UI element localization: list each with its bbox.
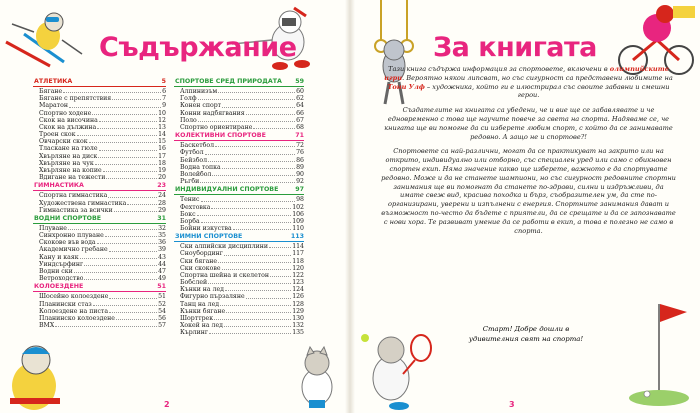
toc-section-title: АТЛЕТИКА: [34, 78, 73, 85]
toc-section-heading: [174, 131, 304, 141]
toc-entry-page: 56: [158, 314, 166, 322]
toc-entry-title: Хвърляне на диск: [39, 152, 98, 160]
toc-section-page: 97: [295, 186, 304, 194]
toc-entry-page: 92: [296, 178, 304, 186]
toc-entry-title: Ски бягане: [180, 257, 218, 265]
toc-entry-page: 72: [296, 142, 304, 150]
toc-dot-leader: [103, 167, 157, 172]
page-title-about: За книгата: [433, 32, 597, 63]
paragraph-intro-part: – художника, който ги е илюстрирал със своите забавни и смешни герои.: [424, 82, 670, 100]
toc-entry-title: Хвърляне на чук: [39, 159, 94, 167]
toc-entry-page: 128: [292, 300, 304, 308]
toc-dot-leader: [211, 204, 291, 209]
toc-dot-leader: [224, 322, 291, 327]
toc-dot-leader: [69, 102, 161, 107]
toc-entry: [174, 95, 304, 102]
toc-entry-page: 135: [292, 329, 304, 337]
toc-dot-leader: [209, 329, 291, 334]
toc-entry-page: 89: [296, 163, 304, 171]
toc-section-title: ВОДНИ СПОРТОВЕ: [34, 214, 102, 222]
toc-entry: [174, 279, 304, 286]
toc-entry-title: Синхронно плуване: [39, 232, 104, 240]
closing-line: Старт! Добре дошли в удивителния свят на спорта!: [468, 325, 584, 343]
toc-entry: [174, 308, 304, 315]
toc-entry: [33, 293, 166, 300]
toc-entry-page: 126: [292, 293, 304, 301]
toc-dot-leader: [215, 142, 295, 147]
toc-entry-page: 35: [158, 232, 166, 240]
toc-entry: [33, 174, 166, 181]
toc-entry: [174, 301, 304, 308]
toc-entry: [33, 254, 166, 261]
toc-section-heading: [174, 232, 304, 242]
toc-entry: [33, 110, 166, 117]
toc-section-heading: [174, 77, 304, 87]
toc-entry: [174, 265, 304, 272]
toc-section-page: 31: [157, 214, 166, 222]
toc-dot-leader: [198, 95, 296, 100]
toc-entry-title: Волейбол: [180, 170, 212, 178]
olympic-games-highlight: олимпийските игри: [384, 65, 669, 82]
toc-dot-leader: [109, 293, 157, 298]
toc-entry: [174, 164, 304, 171]
toc-entry-title: Кънки бягане: [180, 307, 226, 315]
toc-entry-page: 47: [158, 267, 166, 275]
toc-entry-page: 36: [158, 239, 166, 247]
toc-entry-title: Водни ски: [39, 267, 73, 275]
toc-dot-leader: [246, 293, 292, 298]
toc-entry-page: 60: [296, 88, 304, 96]
toc-entry-title: Скок на дължина: [39, 123, 97, 131]
toc-dot-leader: [226, 308, 291, 313]
toc-entry-title: Маратон: [39, 102, 68, 110]
toc-entry: [33, 207, 166, 214]
toc-dot-leader: [106, 174, 157, 179]
toc-entry-page: 90: [296, 170, 304, 178]
toc-entry: [33, 167, 166, 174]
toc-dot-leader: [197, 211, 292, 216]
toc-entry-title: Овчарски скок: [39, 138, 88, 146]
toc-entry: [174, 258, 304, 265]
toc-dot-leader: [246, 110, 295, 115]
toc-entry-title: Водна топка: [180, 163, 221, 171]
toc-dot-leader: [84, 275, 157, 280]
toc-entry-title: Колоездене на писта: [39, 307, 109, 315]
page-number-left: 2: [164, 400, 170, 409]
toc-entry-title: Ветроходство: [39, 275, 84, 283]
toc-entry-page: 122: [292, 271, 304, 279]
toc-section: [174, 185, 304, 232]
toc-dot-leader: [93, 301, 157, 306]
toc-entry: [33, 153, 166, 160]
paragraph-intro-part: . Вероятно някои липсват, но със сигурност са представени любимите на: [402, 73, 673, 82]
toc-section-page: 51: [157, 283, 166, 291]
toc-entry: [174, 88, 304, 95]
toc-section-heading: [174, 185, 304, 195]
toc-entry-page: 9: [162, 102, 166, 110]
toc-entry-title: Уиндсърфинг: [39, 260, 84, 268]
toc-entry-page: 54: [158, 307, 166, 315]
page-number-right: 3: [509, 400, 515, 409]
toc-entry-title: Шосейно колоездене: [39, 293, 109, 301]
toc-entry-title: BMX: [39, 322, 55, 329]
toc-entry-title: Сноубординг: [180, 250, 223, 258]
toc-entry: [33, 268, 166, 275]
toc-entry-page: 109: [292, 217, 304, 225]
toc-entry-page: 110: [292, 224, 304, 232]
toc-entry: [33, 322, 166, 329]
illustrator-name-highlight: Тони Улф: [387, 82, 425, 91]
toc-section-title: КОЛОЕЗДЕНЕ: [34, 283, 84, 291]
toc-dot-leader: [77, 131, 158, 136]
toc-dot-leader: [108, 192, 157, 197]
toc-section-heading: [33, 77, 166, 87]
toc-dot-leader: [127, 200, 157, 205]
toc-entry: [174, 293, 304, 300]
toc-section: [33, 282, 166, 329]
toc-section: [33, 77, 166, 181]
toc-dot-leader: [270, 272, 291, 277]
toc-entry: [33, 117, 166, 124]
toc-section-title: ГИМНАСТИКА: [34, 182, 84, 190]
paragraph-intro: [381, 65, 676, 100]
toc-dot-leader: [99, 145, 158, 150]
toc-section-heading: [33, 282, 166, 292]
toc-entry-page: 39: [158, 246, 166, 254]
toc-entry-page: 15: [158, 138, 166, 146]
toc-section-page: 113: [290, 233, 304, 241]
toc-entry: [174, 171, 304, 178]
toc-entry: [33, 102, 166, 109]
toc-entry: [174, 142, 304, 149]
toc-section-title: КОЛЕКТИВНИ СПОРТОВЕ: [175, 132, 266, 140]
toc-entry-title: Гимнастика за всички: [39, 206, 113, 214]
toc-dot-leader: [225, 286, 291, 291]
toc-entry-page: 123: [292, 279, 304, 287]
toc-entry-page: 118: [292, 257, 304, 265]
toc-dot-leader: [208, 157, 295, 162]
toc-dot-leader: [89, 138, 157, 143]
toc-entry-page: 7: [162, 95, 166, 103]
paragraph-creators: Създателите на книгата са убедени, че и вие ще се забавлявате и че едновременно с това ще научите повече за света на спорта. Надяваме се, че книгата ще ви помогне да си изберете любим спорт, с който да се занимавате редовно. А защо не и спортове?!: [384, 106, 673, 141]
toc-entry-title: Ски скокове: [180, 264, 221, 272]
toc-entry-title: Бойни изкуства: [180, 224, 232, 232]
toc-entry: [174, 204, 304, 211]
toc-dot-leader: [218, 258, 291, 263]
toc-entry-page: 64: [296, 102, 304, 110]
toc-entry: [174, 117, 304, 124]
toc-dot-leader: [208, 279, 291, 284]
toc-dot-leader: [212, 171, 295, 176]
toc-entry: [33, 232, 166, 239]
toc-entry: [33, 124, 166, 131]
toc-dot-leader: [224, 250, 291, 255]
cat-character-illustration: [292, 345, 342, 411]
toc-section-page: 5: [161, 78, 166, 85]
toc-dot-leader: [201, 196, 296, 201]
toc-section: [174, 232, 304, 336]
paragraph-intro-part: Тази книга съдържа информация за спортовете, включени в: [388, 65, 610, 73]
toc-entry-page: 14: [158, 131, 166, 139]
toc-entry-page: 129: [292, 307, 304, 315]
toc-entry-page: 18: [158, 159, 166, 167]
toc-entry: [33, 131, 166, 138]
toc-entry-title: Фехтовка: [180, 203, 211, 211]
toc-entry-title: Троен скок: [39, 131, 76, 139]
toc-entry-title: Кърлинг: [180, 329, 209, 337]
toc-entry: [174, 149, 304, 156]
toc-dot-leader: [68, 225, 157, 230]
toc-entry: [33, 275, 166, 282]
toc-entry: [33, 160, 166, 167]
toc-section-page: 59: [295, 78, 304, 85]
toc-entry-page: 130: [292, 314, 304, 322]
toc-entry-page: 12: [158, 116, 166, 124]
toc-entry: [174, 329, 304, 336]
toc-entry-title: Поло: [180, 116, 197, 124]
toc-dot-leader: [112, 95, 161, 100]
toc-entry-title: Борба: [180, 217, 200, 225]
toc-entry-title: Спортна шейна и скелетон: [180, 271, 270, 279]
toc-entry: [33, 192, 166, 199]
toc-entry-page: 19: [158, 166, 166, 174]
toc-entry: [174, 250, 304, 257]
toc-entry-page: 10: [158, 109, 166, 117]
toc-entry-title: Бягане с препятствия: [39, 95, 112, 103]
toc-entry-page: 114: [292, 243, 304, 251]
toc-entry: [33, 246, 166, 253]
toc-dot-leader: [95, 160, 157, 165]
toc-entry: [33, 239, 166, 246]
toc-entry-page: 6: [162, 88, 166, 96]
toc-entry-page: 120: [292, 264, 304, 272]
toc-section: [33, 181, 166, 214]
toc-dot-leader: [97, 239, 158, 244]
toc-entry-title: Художествена гимнастика: [39, 199, 127, 207]
toc-entry-page: 28: [158, 199, 166, 207]
toc-dot-leader: [222, 102, 295, 107]
toc-entry: [174, 225, 304, 232]
toc-entry: [33, 145, 166, 152]
toc-entry-title: Кънки на лед: [180, 286, 224, 294]
toc-entry-page: 76: [296, 149, 304, 157]
toc-dot-leader: [97, 124, 157, 129]
toc-entry-title: Тенис: [180, 196, 200, 204]
toc-entry: [174, 243, 304, 250]
toc-entry-page: 132: [292, 322, 304, 329]
toc-section-title: СПОРТОВЕ СРЕД ПРИРОДАТА: [175, 78, 282, 85]
toc-dot-leader: [269, 243, 291, 248]
toc-dot-leader: [253, 124, 295, 129]
toc-entry: [174, 157, 304, 164]
toc-entry-page: 106: [292, 210, 304, 218]
toc-entry-page: 52: [158, 300, 166, 308]
toc-entry-page: 117: [292, 250, 304, 258]
cyclist-character-illustration: [0, 338, 70, 413]
toc-entry: [33, 95, 166, 102]
toc-entry-page: 16: [158, 145, 166, 153]
toc-dot-leader: [84, 261, 157, 266]
toc-entry: [174, 315, 304, 322]
toc-entry-title: Хокей на лед: [180, 322, 223, 329]
toc-entry-title: Фигурно пързаляне: [180, 293, 245, 301]
toc-entry-page: 44: [158, 260, 166, 268]
toc-entry-page: 124: [292, 286, 304, 294]
toc-dot-leader: [99, 117, 157, 122]
toc-section-page: 71: [295, 132, 304, 140]
toc-dot-leader: [222, 164, 295, 169]
toc-entry: [174, 286, 304, 293]
golf-flag-illustration: [629, 300, 695, 410]
toc-entry: [174, 218, 304, 225]
toc-section-heading: [33, 214, 166, 224]
toc-entry-page: 68: [296, 123, 304, 131]
toc-entry-page: 67: [296, 116, 304, 124]
tennis-player-illustration: [351, 318, 441, 413]
toc-column-1: [33, 77, 166, 329]
toc-dot-leader: [200, 178, 295, 183]
toc-entry-title: Конни надбягвания: [180, 109, 245, 117]
toc-entry: [33, 261, 166, 268]
toc-entry-title: Алпинизъм: [180, 88, 218, 96]
toc-dot-leader: [205, 149, 296, 154]
toc-entry-title: Бобслей: [180, 279, 208, 287]
toc-entry: [174, 322, 304, 329]
toc-entry: [33, 308, 166, 315]
left-page-contents: [0, 0, 349, 413]
toc-entry-title: Хвърляне на копие: [39, 166, 102, 174]
toc-entry-page: 29: [158, 206, 166, 214]
toc-entry-page: 86: [296, 156, 304, 164]
toc-entry-title: Бокс: [180, 210, 196, 218]
toc-entry-title: Скокове във вода: [39, 239, 96, 247]
toc-dot-leader: [98, 153, 157, 158]
toc-dot-leader: [63, 88, 161, 93]
toc-entry-title: Футбол: [180, 149, 204, 157]
toc-entry-title: Тласкане на гюле: [39, 145, 98, 153]
toc-dot-leader: [218, 88, 295, 93]
toc-section: [33, 214, 166, 282]
toc-section: [174, 131, 304, 185]
toc-dot-leader: [105, 232, 157, 237]
toc-entry: [33, 315, 166, 322]
toc-dot-leader: [233, 225, 292, 230]
toc-dot-leader: [198, 117, 295, 122]
toc-entry-title: Планински стаз: [39, 300, 92, 308]
toc-entry-title: Спортно ориентиране: [180, 123, 253, 131]
toc-dot-leader: [80, 254, 157, 259]
toc-dot-leader: [116, 315, 157, 320]
toc-entry-page: 20: [158, 174, 166, 182]
toc-entry-page: 57: [158, 322, 166, 329]
toc-entry-page: 24: [158, 192, 166, 200]
toc-entry-title: Спортно ходене: [39, 109, 92, 117]
toc-entry-page: 51: [158, 293, 166, 301]
paragraph-sports: Спортовете са най-различни, могат да се практикуват на закрито или на открито, индивидуално или отборно, със специален уред или само с обикновен спортен екип. Няма значение какво ще изберете, важното е да спортувате редовно. Може и да не станете шампиони, но със сигурност редовните спортни занимания ще ви помогнат да станете по-здрави, силни и издръжливи, да имате свеж вид, красива походка и бърз, съобразителен ум, да сте по-организирани, уверени и изпълнени с енергия. Спортните занимания дават и възможност по-често да бъдете с приятели, да се срещате и да се запознавате с нови хора. Те развиват умение да се работи в екип, а това е полезно не само в спорта.: [381, 147, 676, 235]
toc-column-2: [174, 77, 304, 336]
toc-entry-page: 66: [296, 109, 304, 117]
toc-dot-leader: [222, 265, 292, 270]
toc-dot-leader: [114, 207, 158, 212]
toc-entry: [174, 102, 304, 109]
toc-entry-title: Кану и каяк: [39, 253, 79, 261]
toc-entry-title: Бейзбол: [180, 156, 208, 164]
toc-entry-page: 13: [158, 123, 166, 131]
toc-entry-title: Вдигане на тежести: [39, 174, 106, 182]
skier-illustration: [4, 4, 92, 74]
toc-entry-title: Спортна гимнастика: [39, 192, 108, 200]
toc-entry: [174, 211, 304, 218]
toc-entry-title: Танц на лед: [180, 300, 220, 308]
toc-entry: [174, 196, 304, 203]
toc-entry: [174, 110, 304, 117]
toc-dot-leader: [109, 246, 158, 251]
toc-dot-leader: [74, 268, 157, 273]
toc-entry: [174, 272, 304, 279]
toc-entry-title: Академично гребане: [39, 246, 108, 254]
toc-entry: [33, 88, 166, 95]
toc-entry-page: 49: [158, 275, 166, 283]
toc-entry-title: Ръгби: [180, 178, 200, 186]
toc-dot-leader: [92, 110, 157, 115]
right-page-about: [351, 0, 700, 413]
toc-entry: [33, 225, 166, 232]
toc-entry-page: 17: [158, 152, 166, 160]
toc-dot-leader: [201, 218, 292, 223]
toc-dot-leader: [220, 301, 291, 306]
page-title-contents: Съдържание: [99, 32, 297, 63]
toc-entry: [33, 138, 166, 145]
toc-entry-page: 98: [296, 196, 304, 204]
toc-section-title: ЗИМНИ СПОРТОВЕ: [175, 233, 243, 241]
toc-entry-title: Конен спорт: [180, 102, 222, 110]
toc-entry-title: Скок на височина: [39, 116, 98, 124]
toc-dot-leader: [214, 315, 291, 320]
toc-entry: [33, 200, 166, 207]
toc-section-heading: [33, 181, 166, 191]
toc-entry: [174, 124, 304, 131]
toc-section-title: ИНДИВИДУАЛНИ СПОРТОВЕ: [175, 186, 279, 194]
toc-entry-title: Планинско колоездене: [39, 314, 115, 322]
toc-entry-page: 32: [158, 224, 166, 232]
toc-entry: [33, 301, 166, 308]
toc-section: [174, 77, 304, 131]
toc-entry-title: Бягане: [39, 88, 63, 96]
toc-entry-title: Шорттрек: [180, 314, 214, 322]
toc-entry-title: Ски алпийски дисциплини: [180, 243, 269, 251]
toc-entry-title: Плуване: [39, 224, 67, 232]
toc-entry-title: Голф: [180, 95, 197, 103]
toc-entry-page: 102: [292, 203, 304, 211]
toc-entry-title: Баскетбол: [180, 142, 215, 150]
about-text: [381, 65, 676, 241]
toc-dot-leader: [55, 322, 157, 327]
toc-dot-leader: [109, 308, 157, 313]
toc-entry-page: 43: [158, 253, 166, 261]
toc-entry-page: 62: [296, 95, 304, 103]
toc-section-page: 23: [157, 182, 166, 190]
toc-entry: [174, 178, 304, 185]
